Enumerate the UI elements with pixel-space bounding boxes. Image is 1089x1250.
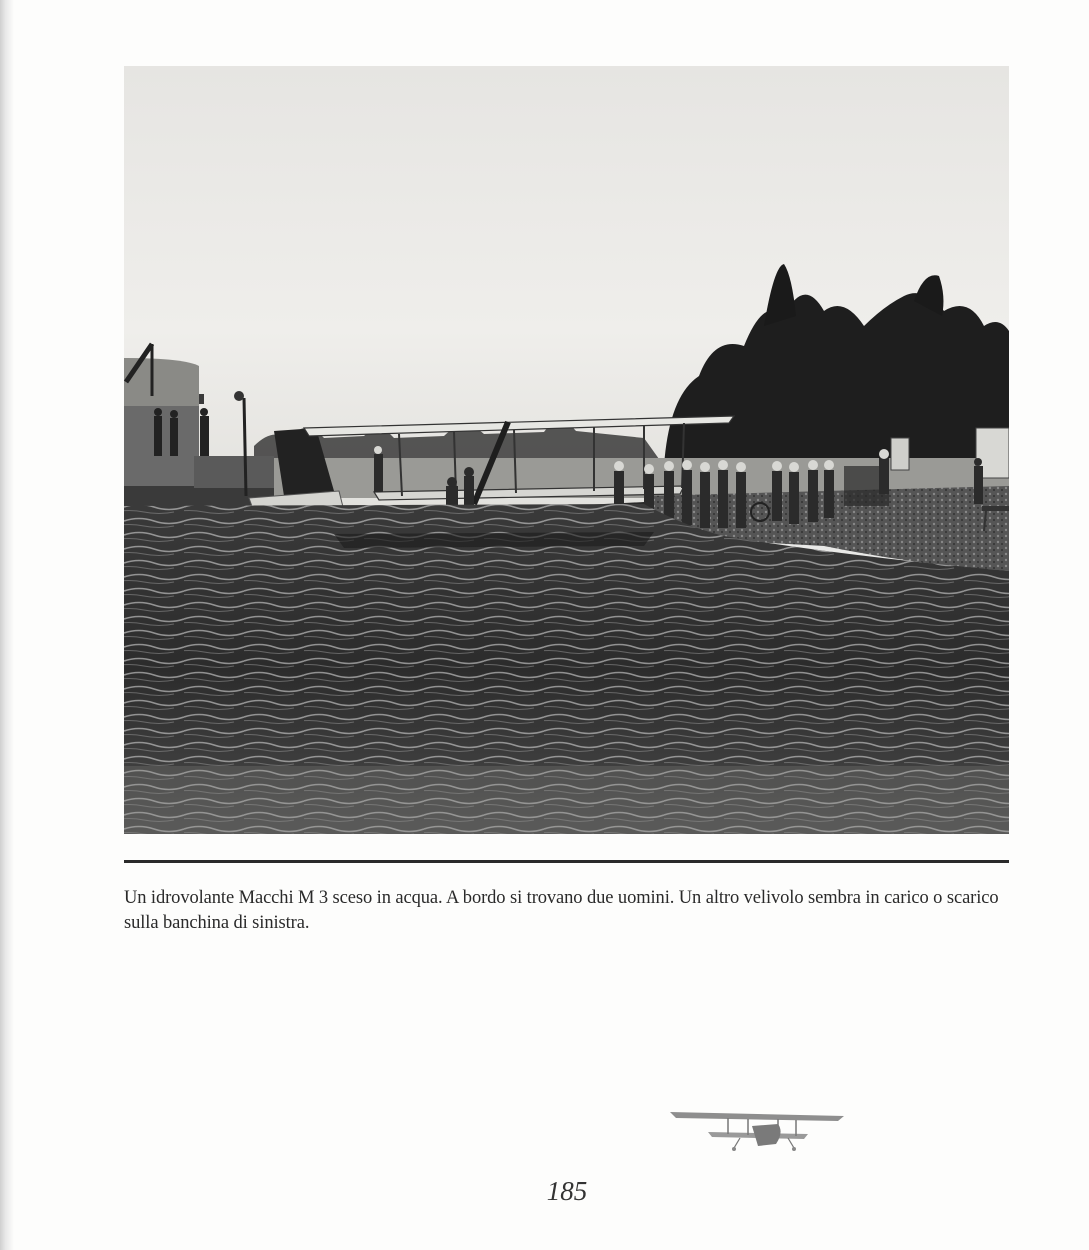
caption-rule [124, 860, 1009, 863]
seaplane-photo [124, 66, 1009, 834]
binding-edge [0, 0, 14, 1250]
page-number: 185 [546, 1176, 588, 1206]
photo-caption: Un idrovolante Macchi M 3 sceso in acqua. A bordo si trovano due uomini. Un altro velivolo sembra in carico o scarico sulla banchina di sinistra. [124, 888, 999, 933]
biplane-icon [668, 1108, 846, 1154]
photo-graphic [124, 66, 1009, 834]
